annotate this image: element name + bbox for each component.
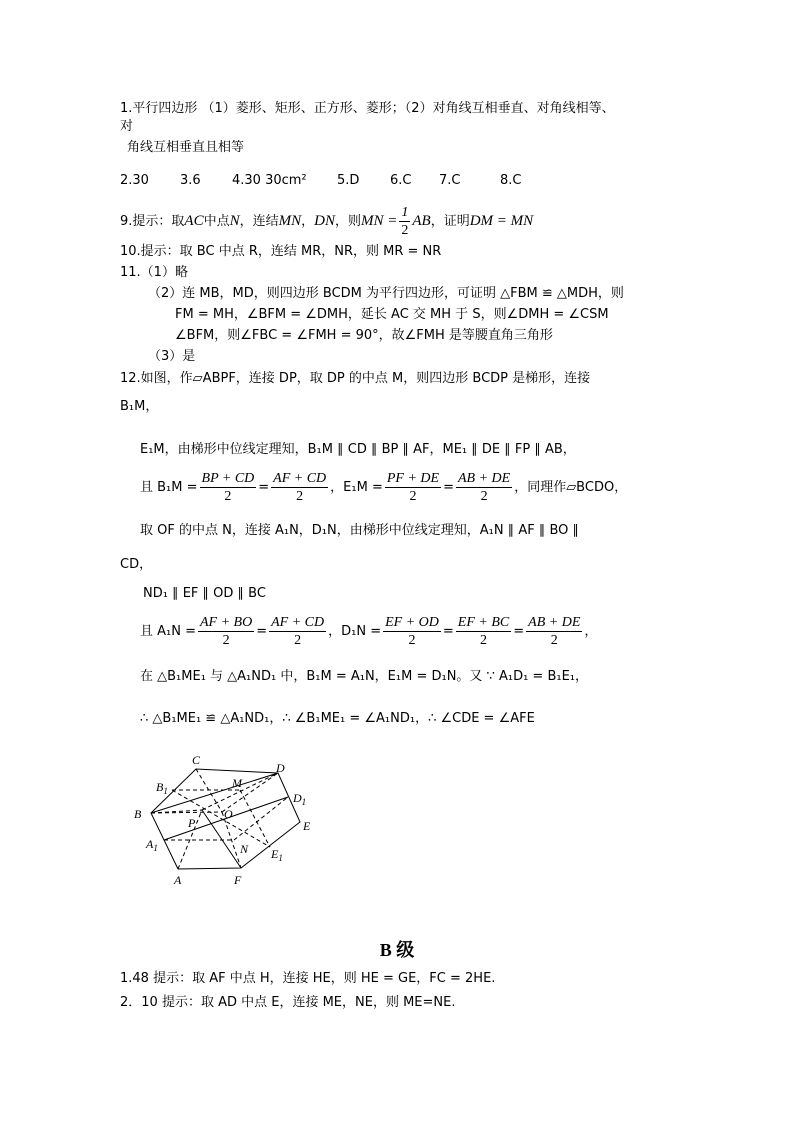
label-a: A [174, 873, 182, 887]
label-b: B [134, 807, 142, 821]
q11-line1: 11.（1）略 [120, 265, 188, 280]
q12-line3: E₁M，由梯形中位线定理知，B₁M ∥ CD ∥ BP ∥ AF，ME₁ ∥ DE ∥ FP ∥ AB， [140, 442, 576, 457]
answer-5: 5.D [337, 173, 360, 188]
fraction-denominator: 2 [480, 489, 488, 504]
fraction-denominator: 2 [401, 223, 409, 238]
label-a1 [145, 837, 158, 853]
label-b1 [156, 780, 168, 796]
section-b-title: B 级 [379, 940, 415, 960]
fraction-denominator: 2 [550, 633, 558, 648]
label-d: D [276, 761, 285, 775]
q12-equals: = [256, 624, 268, 639]
fraction-denominator: 2 [224, 489, 232, 504]
label-n: N [240, 842, 249, 856]
label-m: M [232, 776, 242, 790]
label-p: P [188, 816, 196, 830]
fraction-denominator: 2 [222, 633, 230, 648]
q9-math: DN [314, 213, 335, 229]
q11-line3: FM = MH，∠BFM = ∠DMH，延长 AC 交 MH 于 S，则∠DMH = ∠CSM [175, 307, 609, 322]
q9-part: ，连结 [239, 214, 279, 229]
label-o: O [224, 807, 233, 821]
q12-equals: = [443, 480, 454, 495]
answer-3: 3.6 [180, 173, 201, 188]
q12-text: ，E₁M = [330, 480, 383, 495]
fraction-numerator: AB + DE [528, 615, 581, 630]
q12-line8 [140, 614, 597, 650]
fraction-denominator: 2 [294, 633, 302, 648]
q12-text: ，同理作▱BCDO， [514, 480, 628, 495]
fraction-numerator: EF + OD [385, 615, 439, 630]
label-c: C [192, 753, 201, 767]
q9-math: DM = MN [469, 213, 534, 229]
q12-fraction [269, 614, 326, 649]
q12-equals: = [258, 480, 270, 495]
label-f: F [234, 873, 242, 887]
fraction-numerator: AF + CD [271, 615, 325, 630]
section-b-q2: 2．10 提示：取 AD 中点 E，连接 ME，NE，则 ME=NE. [120, 995, 456, 1010]
fraction-denominator: 2 [480, 633, 488, 648]
q11-line5: （3）是 [148, 349, 196, 364]
label-d1 [292, 791, 306, 807]
q9-math: AC [184, 213, 204, 229]
fraction-denominator: 2 [296, 489, 304, 504]
q12-fraction [198, 614, 254, 649]
dashed-n-d1 [234, 797, 288, 840]
q9-math: AB [412, 213, 431, 229]
q12-line9: 在 △B₁ME₁ 与 △A₁ND₁ 中，B₁M = A₁N，E₁M = D₁N。又 ∵ A₁D₁ = B₁E₁， [140, 669, 588, 684]
label-b1-main: B [156, 780, 164, 794]
q12-text: ， [584, 624, 598, 639]
q12-fraction [385, 470, 441, 505]
q12-line5: 取 OF 的中点 N，连接 A₁N，D₁N，由梯形中位线定理知，A₁N ∥ AF ∥ BO ∥ [140, 523, 580, 538]
q9-math: MN = [361, 213, 398, 229]
fraction-denominator: 2 [408, 633, 416, 648]
q1-line1: 1.平行四边形 （1）菱形、矩形、正方形、菱形；（2）对角线互相垂直、对角线相等、 [120, 101, 615, 116]
answer-2: 2.30 [120, 173, 149, 188]
q9-part: 中点 [203, 214, 230, 229]
q9-fraction [399, 204, 410, 239]
q9-part: ，则 [334, 214, 361, 229]
q12-fraction [383, 614, 441, 649]
q9-part: ， [301, 214, 315, 229]
q12-line1: 12.如图，作▱ABPF，连接 DP，取 DP 的中点 M，则四边形 BCDP 是梯形，连接 [120, 371, 591, 386]
q12-line4 [140, 470, 627, 506]
q12-equals: = [513, 624, 525, 639]
q12-fraction [456, 614, 511, 649]
q12-fraction [526, 614, 582, 649]
answer-7: 7.C [439, 173, 461, 188]
q12-fraction [456, 470, 512, 505]
q9-part: 9.提示：取 [120, 214, 185, 229]
fraction-numerator: AF + CD [273, 471, 327, 486]
answer-6: 6.C [390, 173, 412, 188]
q12-text: 且 B₁M = [140, 480, 198, 495]
label-d1-sub: 1 [301, 797, 307, 807]
fraction-numerator: 1 [401, 205, 409, 220]
q12-fraction [200, 470, 257, 505]
q9-line [120, 204, 533, 239]
label-e: E [303, 819, 311, 833]
q9-math: N [229, 213, 240, 229]
fraction-denominator: 2 [409, 489, 417, 504]
fraction-numerator: AF + BO [200, 615, 253, 630]
label-a1-sub: 1 [153, 843, 158, 853]
fraction-numerator: EF + BC [457, 615, 510, 630]
q9-math: MN [278, 213, 302, 229]
q9-part: ，证明 [430, 214, 470, 229]
q12-line10: ∴ △B₁ME₁ ≌ △A₁ND₁，∴ ∠B₁ME₁ = ∠A₁ND₁，∴ ∠CDE = ∠AFE [140, 711, 535, 726]
q12-line6: CD， [120, 557, 153, 572]
q11-line4: ∠BFM，则∠FBC = ∠FMH = 90°，故∠FMH 是等腰直角三角形 [175, 328, 553, 343]
label-e1 [270, 847, 283, 863]
section-b-q1: 1.48 提示：取 AF 中点 H，连接 HE，则 HE = GE，FC = 2HE. [120, 971, 496, 986]
fraction-numerator: PF + DE [386, 471, 440, 486]
q12-equals: = [442, 624, 454, 639]
answer-4: 4.30 30cm² [232, 173, 307, 188]
fraction-numerator: AB + DE [457, 471, 511, 486]
label-e1-main: E [271, 847, 279, 861]
geometry-figure [126, 752, 326, 892]
label-b1-sub: 1 [163, 786, 168, 796]
fraction-numerator: BP + CD [201, 471, 255, 486]
q12-text: 且 A₁N = [140, 624, 196, 639]
label-a1-main: A [146, 837, 154, 851]
label-e1-sub: 1 [278, 853, 283, 863]
q12-fraction [271, 470, 328, 505]
q1-line3: 角线互相垂直且相等 [127, 140, 245, 155]
q12-line7: ND₁ ∥ EF ∥ OD ∥ BC [143, 586, 266, 601]
q12-text: ，D₁N = [328, 624, 382, 639]
answer-8: 8.C [500, 173, 522, 188]
q12-line2: B₁M， [120, 399, 159, 414]
label-d1-main: D [293, 791, 302, 805]
dashed-m-e1 [240, 790, 270, 847]
q1-line2: 对 [120, 119, 134, 134]
q11-line2: （2）连 MB，MD，则四边形 BCDM 为平行四边形，可证明 △FBM ≌ △MDH，则 [148, 286, 624, 301]
answers-row [0, 172, 794, 192]
q10-line: 10.提示：取 BC 中点 R，连结 MR，NR，则 MR = NR [120, 244, 442, 259]
